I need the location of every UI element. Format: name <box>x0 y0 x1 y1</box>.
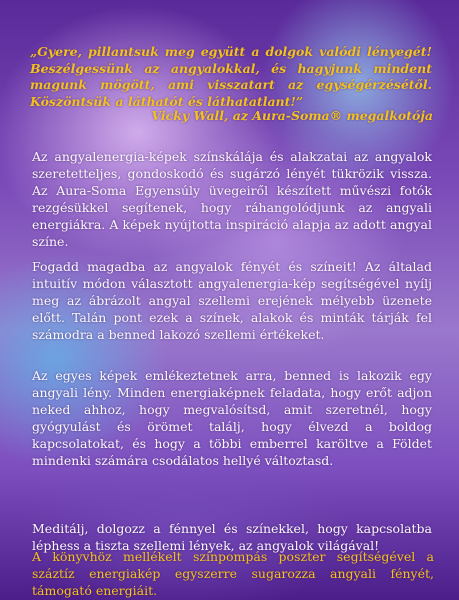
paragraph-reminder: Az egyes képek emlékeztetnek arra, benned is lakozik egy angyali lény. Minden energiaképnek feladata, hogy erőt adjon neked ahhoz, hogy megvalósítsd, amit szeretnél, hogy gyógyulást és örömet találj, hogy élvezd a boldog kapcsolatokat, és hogy a többi emberrel karöltve a Földet mindenki számára csodálatos hellyé változtasd. <box>32 368 432 468</box>
poster-note: A könyvhöz mellékelt színpompás poszter segítségével a száztíz energiakép egyszerre sugarozza angyali fényét, támogató energiáit. <box>32 549 434 598</box>
paragraph-meditate: Meditálj, dolgozz a fénnyel és színekkel, hogy kapcsolatba léphess a tiszta szellemi lények, az angyalok világával! <box>32 521 432 553</box>
opening-quote: „Gyere, pillantsuk meg együtt a dolgok valódi lényegét! Beszélgessünk az angyalokkal, és hagyjunk mindent magunk mögött, ami visszatart az egységérzésétől. Köszöntsük a láthatót és láthatatlant!” <box>30 44 432 109</box>
quote-attribution: Vicky Wall, az Aura-Soma® megalkotója <box>151 108 433 123</box>
paragraph-intro: Az angyalenergia-képek színskálája és alakzatai az angyalok szeretetteljes, gondoskodó és sugárzó lényét tükrözik vissza. Az Aura-Soma Egyensúly üvegeiről készített művészi fotók rezgésükkel segítenek, hogy ráhangolódjunk az angyali energiákra. A képek nyújtotta inspiráció alapja az adott angyal színe. <box>32 149 432 249</box>
paragraph-colors: Fogadd magadba az angyalok fényét és színeit! Az általad intuitív módon választott angyalenergia-kép segítségével nyílj meg az ábrázolt angyal szellemi erejének mélyebb üzenete előtt. Talán pont ezek a színek, alakok és minták tárják fel számodra a benned lakozó szellemi értékeket. <box>32 259 432 342</box>
